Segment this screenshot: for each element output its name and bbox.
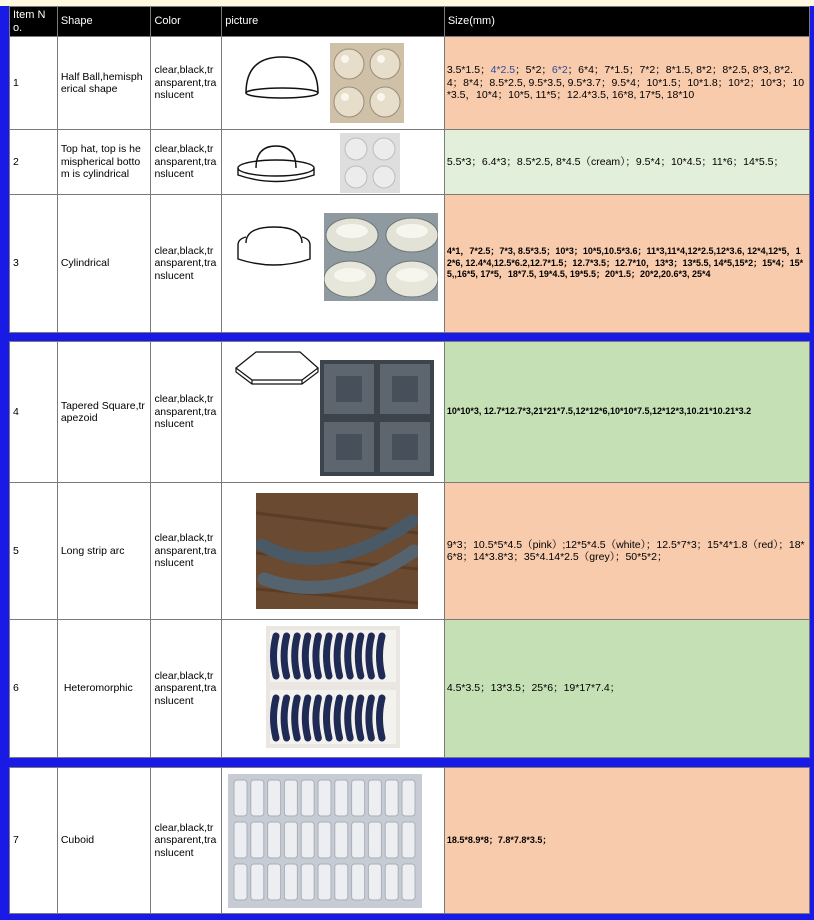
arc-strip-photo — [256, 493, 418, 609]
header-size: Size(mm) — [444, 7, 809, 37]
table-row-1 — [10, 37, 810, 130]
color-cell: clear,black,transparent,translucent — [151, 130, 222, 195]
top-hat-photo — [340, 133, 400, 193]
item-number: 6 — [10, 620, 58, 758]
item-number: 3 — [10, 195, 58, 333]
picture-cell — [222, 483, 445, 620]
color-cell: clear,black,transparent,translucent — [151, 195, 222, 333]
table-row-2 — [10, 130, 810, 195]
table-row-3 — [10, 195, 810, 333]
table-row-4 — [10, 342, 810, 483]
size-cell: 10*10*3, 12.7*12.7*3,21*21*7.5,12*12*6,10*10*7.5,12*12*3,10.21*10.21*3.2 — [444, 342, 809, 483]
table-row-7 — [10, 768, 810, 914]
header-picture: picture — [222, 7, 445, 37]
size-text: 3.5*1.5； — [446, 64, 491, 77]
item-number: 4 — [10, 342, 58, 483]
shape-cell: Heteromorphic — [57, 620, 151, 758]
size-text-highlight: 6*2 — [551, 64, 568, 77]
header-item-no: Item No. — [10, 7, 58, 37]
size-text: ；6*4；7*1.5；7*2；8*1.5, 8*2；8*2.5, 8*3, 8*2.4；8*4；8.5*2.5, 9.5*3.5, 9.5*3.7；9.5*4；10*1.5；10*1.8；10*2；10*3；10*3.5，10*4；10*5, 11*5；12.4*3.5, 16*8, 17*5, 18*10 — [446, 64, 805, 102]
color-cell: clear,black,transparent,translucent — [151, 768, 222, 914]
size-cell: 4*1，7*2.5；7*3, 8.5*3.5；10*3；10*5,10.5*3.6；11*3,11*4,12*2.5,12*3.6, 12*4,12*5，12*6, 12.4*4,12.5*6.2,12.7*1.5；12.7*3.5；12.7*10，13*3；13*5.5, 14*5,15*2；15*4；15*5,,16*5, 17*5，18*7.5, 19*4.5, 19*5.5；20*1.5；20*2,20.6*3, 25*4 — [444, 195, 809, 333]
cylinder-bumper-photo — [324, 213, 438, 301]
trapezoid-drawing — [232, 346, 320, 386]
picture-cell — [222, 620, 445, 758]
color-cell: clear,black,transparent,translucent — [151, 483, 222, 620]
table-row-6 — [10, 620, 810, 758]
picture-cell — [222, 195, 445, 333]
cylinder-bumper-drawing — [234, 223, 314, 273]
size-text-highlight: 4*2.5 — [490, 64, 516, 77]
top-hat-drawing — [234, 142, 318, 186]
item-number: 1 — [10, 37, 58, 130]
half-ball-photo — [330, 43, 404, 123]
size-cell: 4.5*3.5；13*3.5；25*6；19*17*7.4； — [444, 620, 809, 758]
item-number: 2 — [10, 130, 58, 195]
size-cell: 5.5*3；6.4*3；8.5*2.5, 8*4.5（cream）；9.5*4；10*4.5；11*6；14*5.5； — [444, 130, 809, 195]
cuboid-photo — [228, 774, 422, 908]
picture-cell — [222, 342, 445, 483]
size-text: ；5*2； — [515, 64, 552, 77]
color-cell: clear,black,transparent,translucent — [151, 342, 222, 483]
shape-cell: Top hat, top is hemispherical bottom is cylindrical — [57, 130, 151, 195]
shape-cell: Tapered Square,trapezoid — [57, 342, 151, 483]
table-header-row — [10, 7, 810, 37]
shape-cell: Cylindrical — [57, 195, 151, 333]
item-number: 7 — [10, 768, 58, 914]
size-cell: 9*3；10.5*5*4.5（pink）;12*5*4.5（white）；12.5*7*3；15*4*1.8（red）；18*6*8；14*3.8*3；35*4.14*2.5（grey）；50*5*2； — [444, 483, 809, 620]
shape-cell: Cuboid — [57, 768, 151, 914]
size-cell — [444, 37, 809, 130]
spec-table-section-1 — [9, 6, 810, 333]
picture-cell — [222, 768, 445, 914]
half-ball-drawing — [242, 55, 322, 100]
table-row-5 — [10, 483, 810, 620]
color-cell: clear,black,transparent,translucent — [151, 620, 222, 758]
shape-cell: Long strip arc — [57, 483, 151, 620]
item-number: 5 — [10, 483, 58, 620]
shape-cell: Half Ball,hemispherical shape — [57, 37, 151, 130]
header-shape: Shape — [57, 7, 151, 37]
heteromorphic-photo — [266, 626, 400, 748]
picture-cell — [222, 130, 445, 195]
header-color: Color — [151, 7, 222, 37]
color-cell: clear,black,transparent,translucent — [151, 37, 222, 130]
spec-table-section-3 — [9, 767, 810, 914]
size-cell: 18.5*8.9*8；7.8*7.8*3.5； — [444, 768, 809, 914]
trapezoid-photo — [320, 360, 434, 476]
picture-cell — [222, 37, 445, 130]
spec-table-section-2 — [9, 341, 810, 758]
